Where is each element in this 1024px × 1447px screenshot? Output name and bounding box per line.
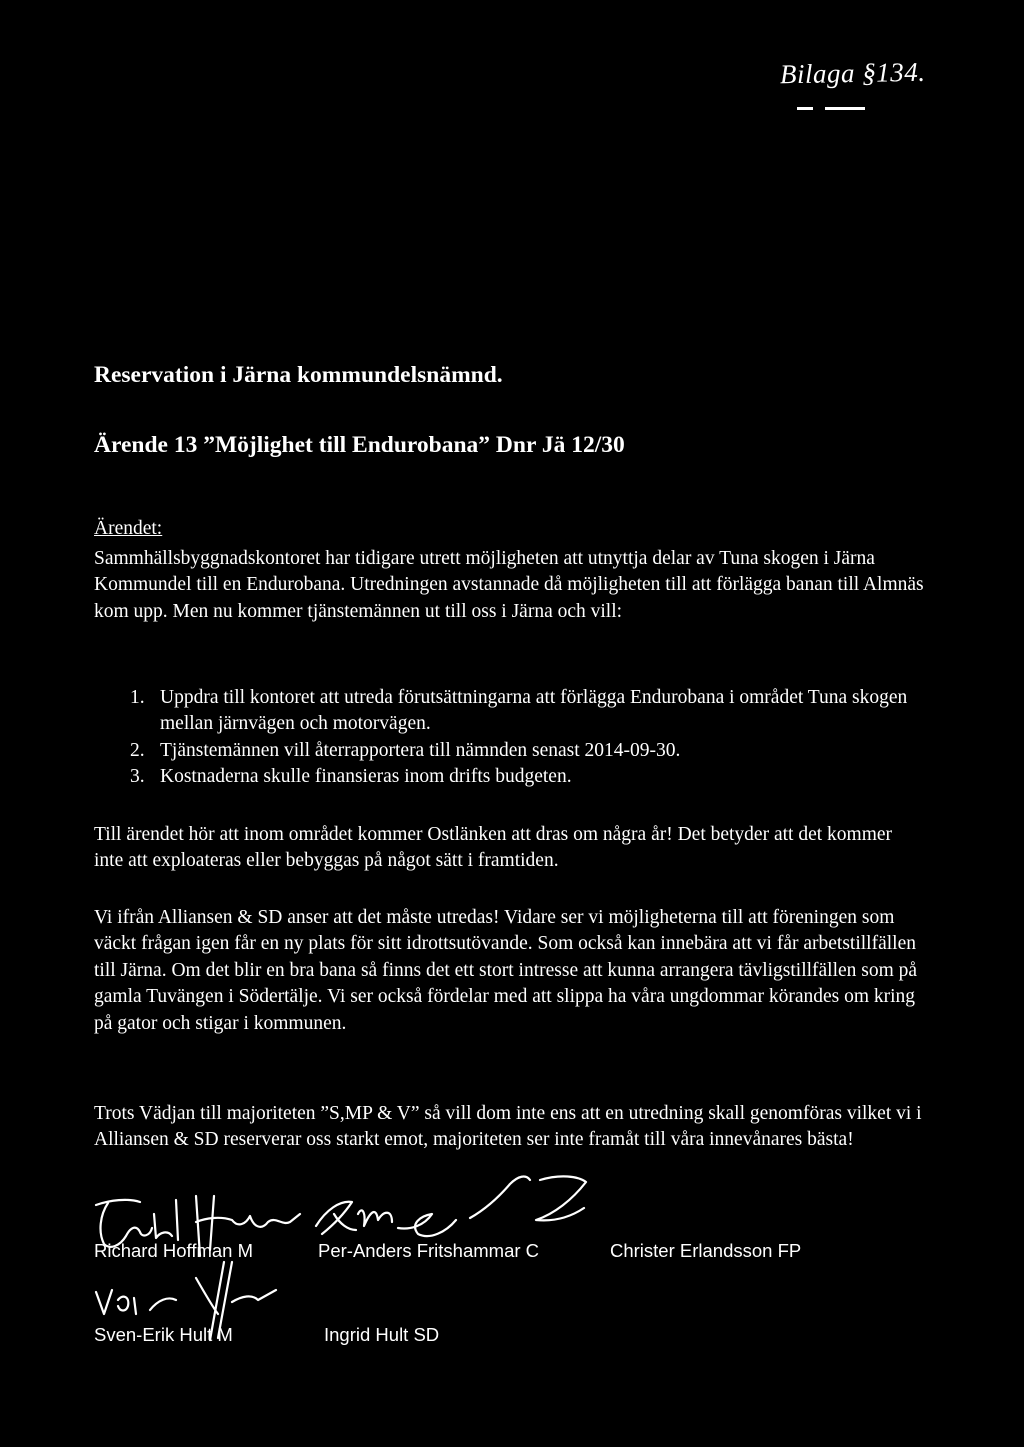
list-item [94,764,924,790]
intro-paragraph: Sammhällsbyggnadskontoret har tidigare utrett möjligheten att utnyttja delar av Tuna skogen i Järna Kommundel till en Endurobana. Utredningen avstannade då möjligheten till att förlägga banan till Almnäs kom upp. Men nu kommer tjänstemännen ut till oss i Järna och vill: [94,548,924,622]
handwritten-annotation: Bilaga §134. [779,56,926,90]
list-item-text: Kostnaderna skulle finansieras inom drifts budgeten. [160,766,572,788]
list-item-number: 3. [130,766,145,788]
list-item-text: Tjänstemännen vill återrapportera till nämnden senast 2014-09-30. [160,739,681,761]
annotation-underline-2 [825,107,865,110]
list-item-number: 2. [130,739,145,761]
annotation-underline-1 [797,107,813,110]
document-subject: Ärende 13 ”Möjlighet till Endurobana” Dnr Jä 12/30 [94,432,625,458]
signature-fritshammar [316,1176,586,1236]
paragraph-ostlanken: Till ärendet hör att inom området kommer Ostlänken att dras om några år! Det betyder att det kommer inte att exploateras eller bebyggas på något sätt i framtiden. [94,824,893,872]
signatory-name: Per-Anders Fritshammar C [318,1240,540,1261]
list-item [94,738,924,764]
list-item [94,685,924,738]
section-label: Ärendet: [94,518,163,539]
list-item-text: Uppdra till kontoret att utreda förutsättningarna att förlägga Endurobana i området Tuna skogen mellan järnvägen och motorvägen. [160,687,908,735]
signatory-name: Richard Hoffman M [94,1240,254,1261]
list-item-number: 1. [130,687,145,708]
document-title: Reservation i Järna kommundelsnämnd. [94,362,503,388]
paragraph-alliansen: Vi ifrån Alliansen & SD anser att det måste utredas! Vidare ser vi möjligheterna till att föreningen som väckt frågan igen får en ny plats för sitt idrottsutövande. Som också kan innebära att vi får arbetstillfällen till Järna. Om det blir en bra bana så finns det ett stort intresse att kunna arrangera tävligstillfällen som på gamla Tuvängen i Södertälje. Vi ser också fördelar med att slippa ha våra ungdommar körandes om kring på gator och stigar i kommunen. [94,907,918,1034]
signatory-name: Christer Erlandsson FP [610,1240,802,1261]
signatory-name: Sven-Erik Hult M [94,1324,233,1345]
paragraph-majoriteten: Trots Vädjan till majoriteten ”S,MP & V” så vill dom inte ens att en utredning skall genomföras vilket vi i Alliansen & SD reserverar oss starkt emot, majoriteten ser inte framåt till våra innevånares bästa! [94,1103,922,1151]
signatory-name: Ingrid Hult SD [324,1324,440,1345]
proposal-list [94,685,924,791]
